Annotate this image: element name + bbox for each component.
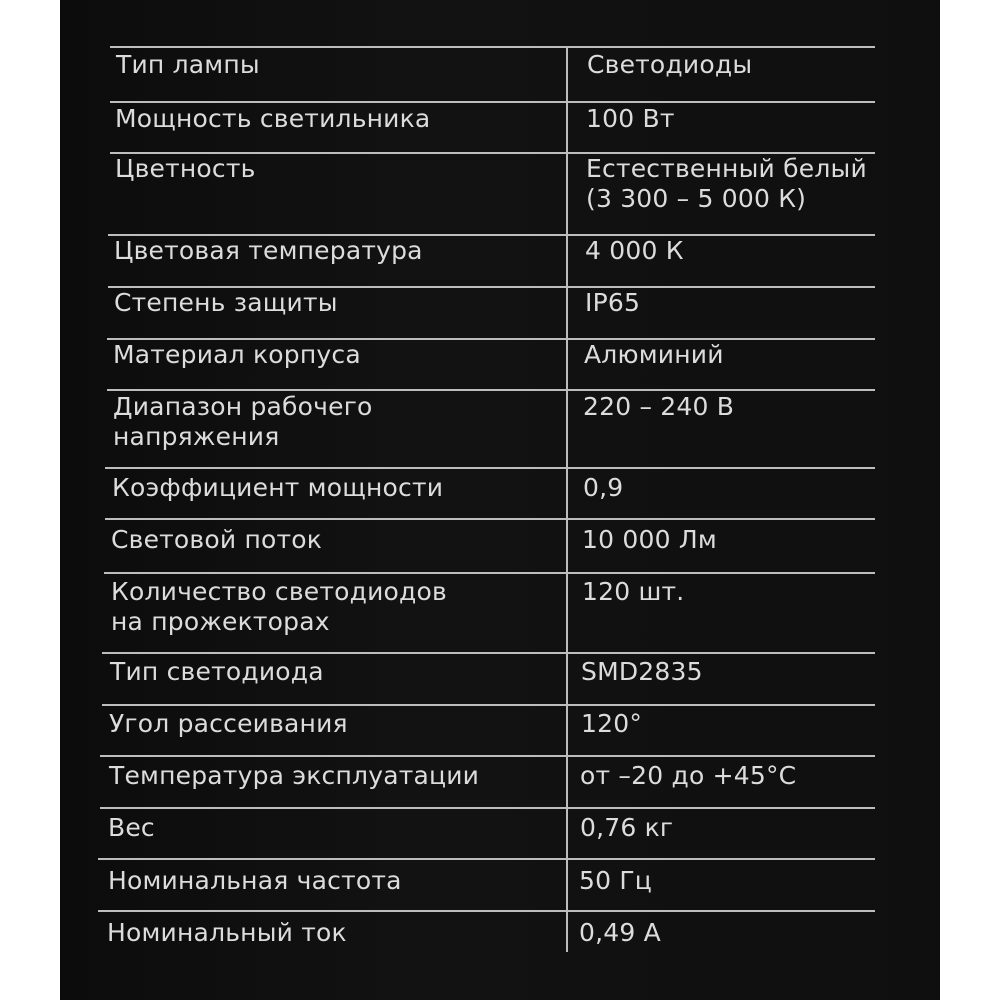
spec-label-line: Вес xyxy=(108,813,155,842)
row-divider xyxy=(102,652,875,654)
spec-value xyxy=(586,104,675,134)
spec-value-line: 120° xyxy=(581,709,643,738)
dark-panel xyxy=(60,0,940,1000)
spec-label-line: Температура эксплуатации xyxy=(109,761,480,790)
spec-label-line: Мощность светильника xyxy=(115,104,431,133)
spec-label-line: Количество светодиодов xyxy=(111,577,447,606)
spec-label-line: Световой поток xyxy=(111,525,323,554)
row-divider xyxy=(100,755,875,757)
spec-label xyxy=(111,577,447,637)
spec-label xyxy=(110,657,324,687)
spec-label xyxy=(109,709,348,739)
spec-label-line: Угол рассеивания xyxy=(109,709,348,738)
spec-label-line: Тип лампы xyxy=(116,50,260,79)
spec-value-line: 120 шт. xyxy=(582,577,685,606)
spec-label xyxy=(109,761,479,791)
spec-label-line: Цветность xyxy=(115,154,256,183)
row-divider xyxy=(110,101,875,103)
row-divider xyxy=(105,518,875,520)
spec-label-line: Коэффициент мощности xyxy=(112,473,444,502)
spec-value xyxy=(581,657,703,687)
spec-value-line: 0,76 кг xyxy=(580,813,674,842)
spec-value-line: (3 300 – 5 000 К) xyxy=(586,184,807,213)
spec-value-line: Светодиоды xyxy=(587,50,753,79)
row-divider xyxy=(107,389,875,391)
spec-value xyxy=(579,918,661,948)
spec-value xyxy=(579,866,652,896)
spec-label xyxy=(108,866,402,896)
spec-label xyxy=(113,392,373,452)
spec-value-line: IP65 xyxy=(585,288,641,317)
spec-value-line: 100 Вт xyxy=(586,104,675,133)
row-divider xyxy=(102,704,875,706)
spec-value xyxy=(586,154,867,214)
spec-label-line: Тип светодиода xyxy=(110,657,324,686)
row-divider xyxy=(104,572,875,574)
spec-label-line: напряжения xyxy=(113,422,280,451)
spec-label-line: Степень защиты xyxy=(114,288,338,317)
spec-label xyxy=(113,340,361,370)
spec-value-line: 0,49 А xyxy=(579,918,661,947)
spec-label-line: Цветовая температура xyxy=(114,236,423,265)
row-divider xyxy=(100,807,875,809)
spec-value-line: 4 000 К xyxy=(585,236,684,265)
spec-value xyxy=(582,525,717,555)
spec-value-line: 220 – 240 В xyxy=(583,392,735,421)
spec-label xyxy=(114,288,338,318)
spec-value xyxy=(580,761,796,791)
spec-label-line: Диапазон рабочего xyxy=(113,392,373,421)
spec-value-line: от –20 до +45°С xyxy=(580,761,797,790)
spec-label xyxy=(108,813,155,843)
spec-value xyxy=(584,340,724,370)
spec-value xyxy=(582,577,684,607)
spec-value xyxy=(585,236,684,266)
row-divider xyxy=(110,46,875,48)
spec-label xyxy=(112,473,443,503)
spec-table xyxy=(60,0,940,1000)
spec-label-line: Материал корпуса xyxy=(113,340,361,369)
spec-label xyxy=(107,918,347,948)
spec-label-line: на прожекторах xyxy=(111,607,330,636)
spec-value-line: Естественный белый xyxy=(586,154,867,183)
row-divider xyxy=(98,858,875,860)
spec-label xyxy=(115,154,256,184)
spec-value xyxy=(585,288,640,318)
spec-value-line: Алюминий xyxy=(584,340,724,369)
spec-value xyxy=(587,50,752,80)
spec-value xyxy=(583,392,734,422)
spec-value-line: SMD2835 xyxy=(581,657,703,686)
spec-value xyxy=(580,813,673,843)
row-divider xyxy=(105,467,875,469)
spec-value-line: 0,9 xyxy=(583,473,624,502)
spec-label xyxy=(116,50,260,80)
row-divider xyxy=(98,910,875,912)
column-divider xyxy=(566,46,568,952)
spec-value-line: 10 000 Лм xyxy=(582,525,717,554)
spec-label-line: Номинальный ток xyxy=(107,918,347,947)
spec-label xyxy=(115,104,430,134)
spec-label-line: Номинальная частота xyxy=(108,866,402,895)
spec-value xyxy=(581,709,642,739)
spec-label xyxy=(114,236,423,266)
spec-value xyxy=(583,473,623,503)
spec-label xyxy=(111,525,322,555)
spec-value-line: 50 Гц xyxy=(579,866,653,895)
